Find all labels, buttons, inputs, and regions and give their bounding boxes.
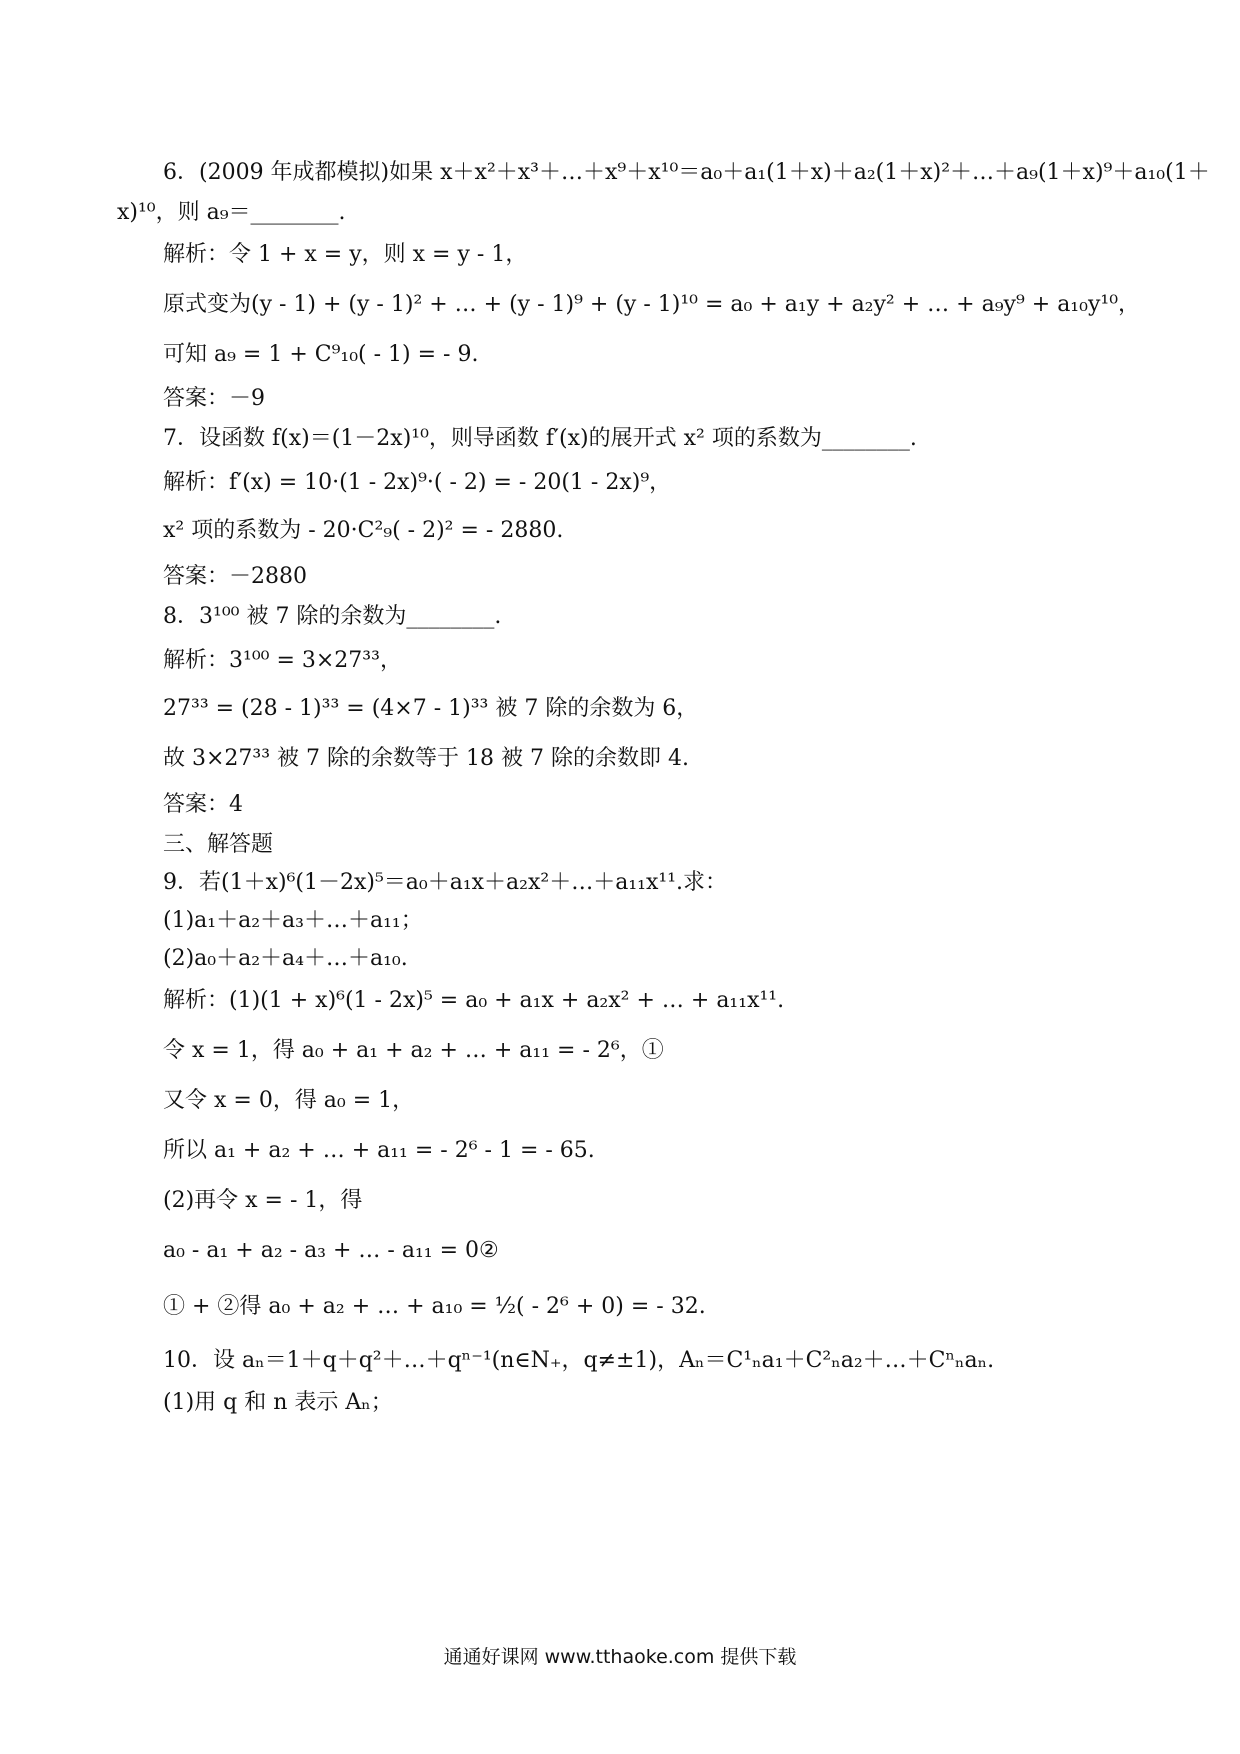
question-9: 9．若(1＋x)⁶(1－2x)⁵＝a₀＋a₁x＋a₂x²＋…＋a₁₁x¹¹.求： xyxy=(163,870,728,895)
question-8-solution-line-2: 27³³ = (28 - 1)³³ = (4×7 - 1)³³ 被 7 除的余数为 6， xyxy=(163,696,699,721)
question-9-part-1: (1)a₁＋a₂＋a₃＋…＋a₁₁； xyxy=(163,908,423,933)
question-6-answer: 答案：－9 xyxy=(163,386,265,411)
question-8: 8．3¹⁰⁰ 被 7 除的余数为________. xyxy=(163,604,502,629)
question-9-solution-line-7: ① + ②得 a₀ + a₂ + … + a₁₀ = ½( - 2⁶ + 0) = - 32. xyxy=(163,1294,706,1319)
question-10: 10．设 aₙ＝1＋q＋q²＋…＋qⁿ⁻¹(n∈N₊，q≠±1)，Aₙ＝C¹ₙa₁＋C²ₙa₂＋…＋Cⁿₙaₙ. xyxy=(163,1348,995,1373)
question-10-part-1: (1)用 q 和 n 表示 Aₙ； xyxy=(163,1390,393,1415)
question-6-line-1: 6．(2009 年成都模拟)如果 x＋x²＋x³＋…＋x⁹＋x¹⁰＝a₀＋a₁(1＋x)＋a₂(1＋x)²＋…＋a₉(1＋x)⁹＋a₁₀(1＋ xyxy=(163,160,1210,185)
question-9-solution-line-3: 又令 x = 0，得 a₀ = 1， xyxy=(163,1088,415,1113)
question-6-line-2: x)¹⁰，则 a₉＝________. xyxy=(117,200,346,225)
question-8-solution-line-1: 解析：3¹⁰⁰ = 3×27³³， xyxy=(163,648,402,673)
question-8-answer: 答案：4 xyxy=(163,792,243,817)
question-7-solution-line-1: 解析：f′(x) = 10·(1 - 2x)⁹·( - 2) = - 20(1 - 2x)⁹， xyxy=(163,470,672,495)
question-6-solution-line-3: 可知 a₉ = 1 + C⁹₁₀( - 1) = - 9. xyxy=(163,342,479,367)
question-9-solution-line-1: 解析：(1)(1 + x)⁶(1 - 2x)⁵ = a₀ + a₁x + a₂x² + … + a₁₁x¹¹. xyxy=(163,988,785,1013)
question-7: 7．设函数 f(x)＝(1－2x)¹⁰，则导函数 f′(x)的展开式 x² 项的系数为________. xyxy=(163,426,917,451)
page-footer: 通通好课网 www.tthaoke.com 提供下载 xyxy=(443,1646,797,1668)
section-heading: 三、解答题 xyxy=(163,832,274,857)
question-9-solution-line-4: 所以 a₁ + a₂ + … + a₁₁ = - 2⁶ - 1 = - 65. xyxy=(163,1138,595,1163)
question-8-solution-line-3: 故 3×27³³ 被 7 除的余数等于 18 被 7 除的余数即 4. xyxy=(163,746,689,771)
question-9-solution-line-2: 令 x = 1，得 a₀ + a₁ + a₂ + … + a₁₁ = - 2⁶，① xyxy=(163,1038,664,1063)
question-9-solution-line-5: (2)再令 x = - 1，得 xyxy=(163,1188,363,1213)
question-6-solution-line-2: 原式变为(y - 1) + (y - 1)² + … + (y - 1)⁹ + (y - 1)¹⁰ = a₀ + a₁y + a₂y² + … + a₉y⁹ + a₁₀y¹⁰， xyxy=(163,292,1141,317)
question-9-solution-line-6: a₀ - a₁ + a₂ - a₃ + … - a₁₁ = 0② xyxy=(163,1238,499,1263)
question-6-solution-line-1: 解析：令 1 + x = y，则 x = y - 1， xyxy=(163,242,528,267)
question-7-answer: 答案：－2880 xyxy=(163,564,307,589)
question-7-solution-line-2: x² 项的系数为 - 20·C²₉( - 2)² = - 2880. xyxy=(163,518,564,543)
question-9-part-2: (2)a₀＋a₂＋a₄＋…＋a₁₀. xyxy=(163,946,408,971)
